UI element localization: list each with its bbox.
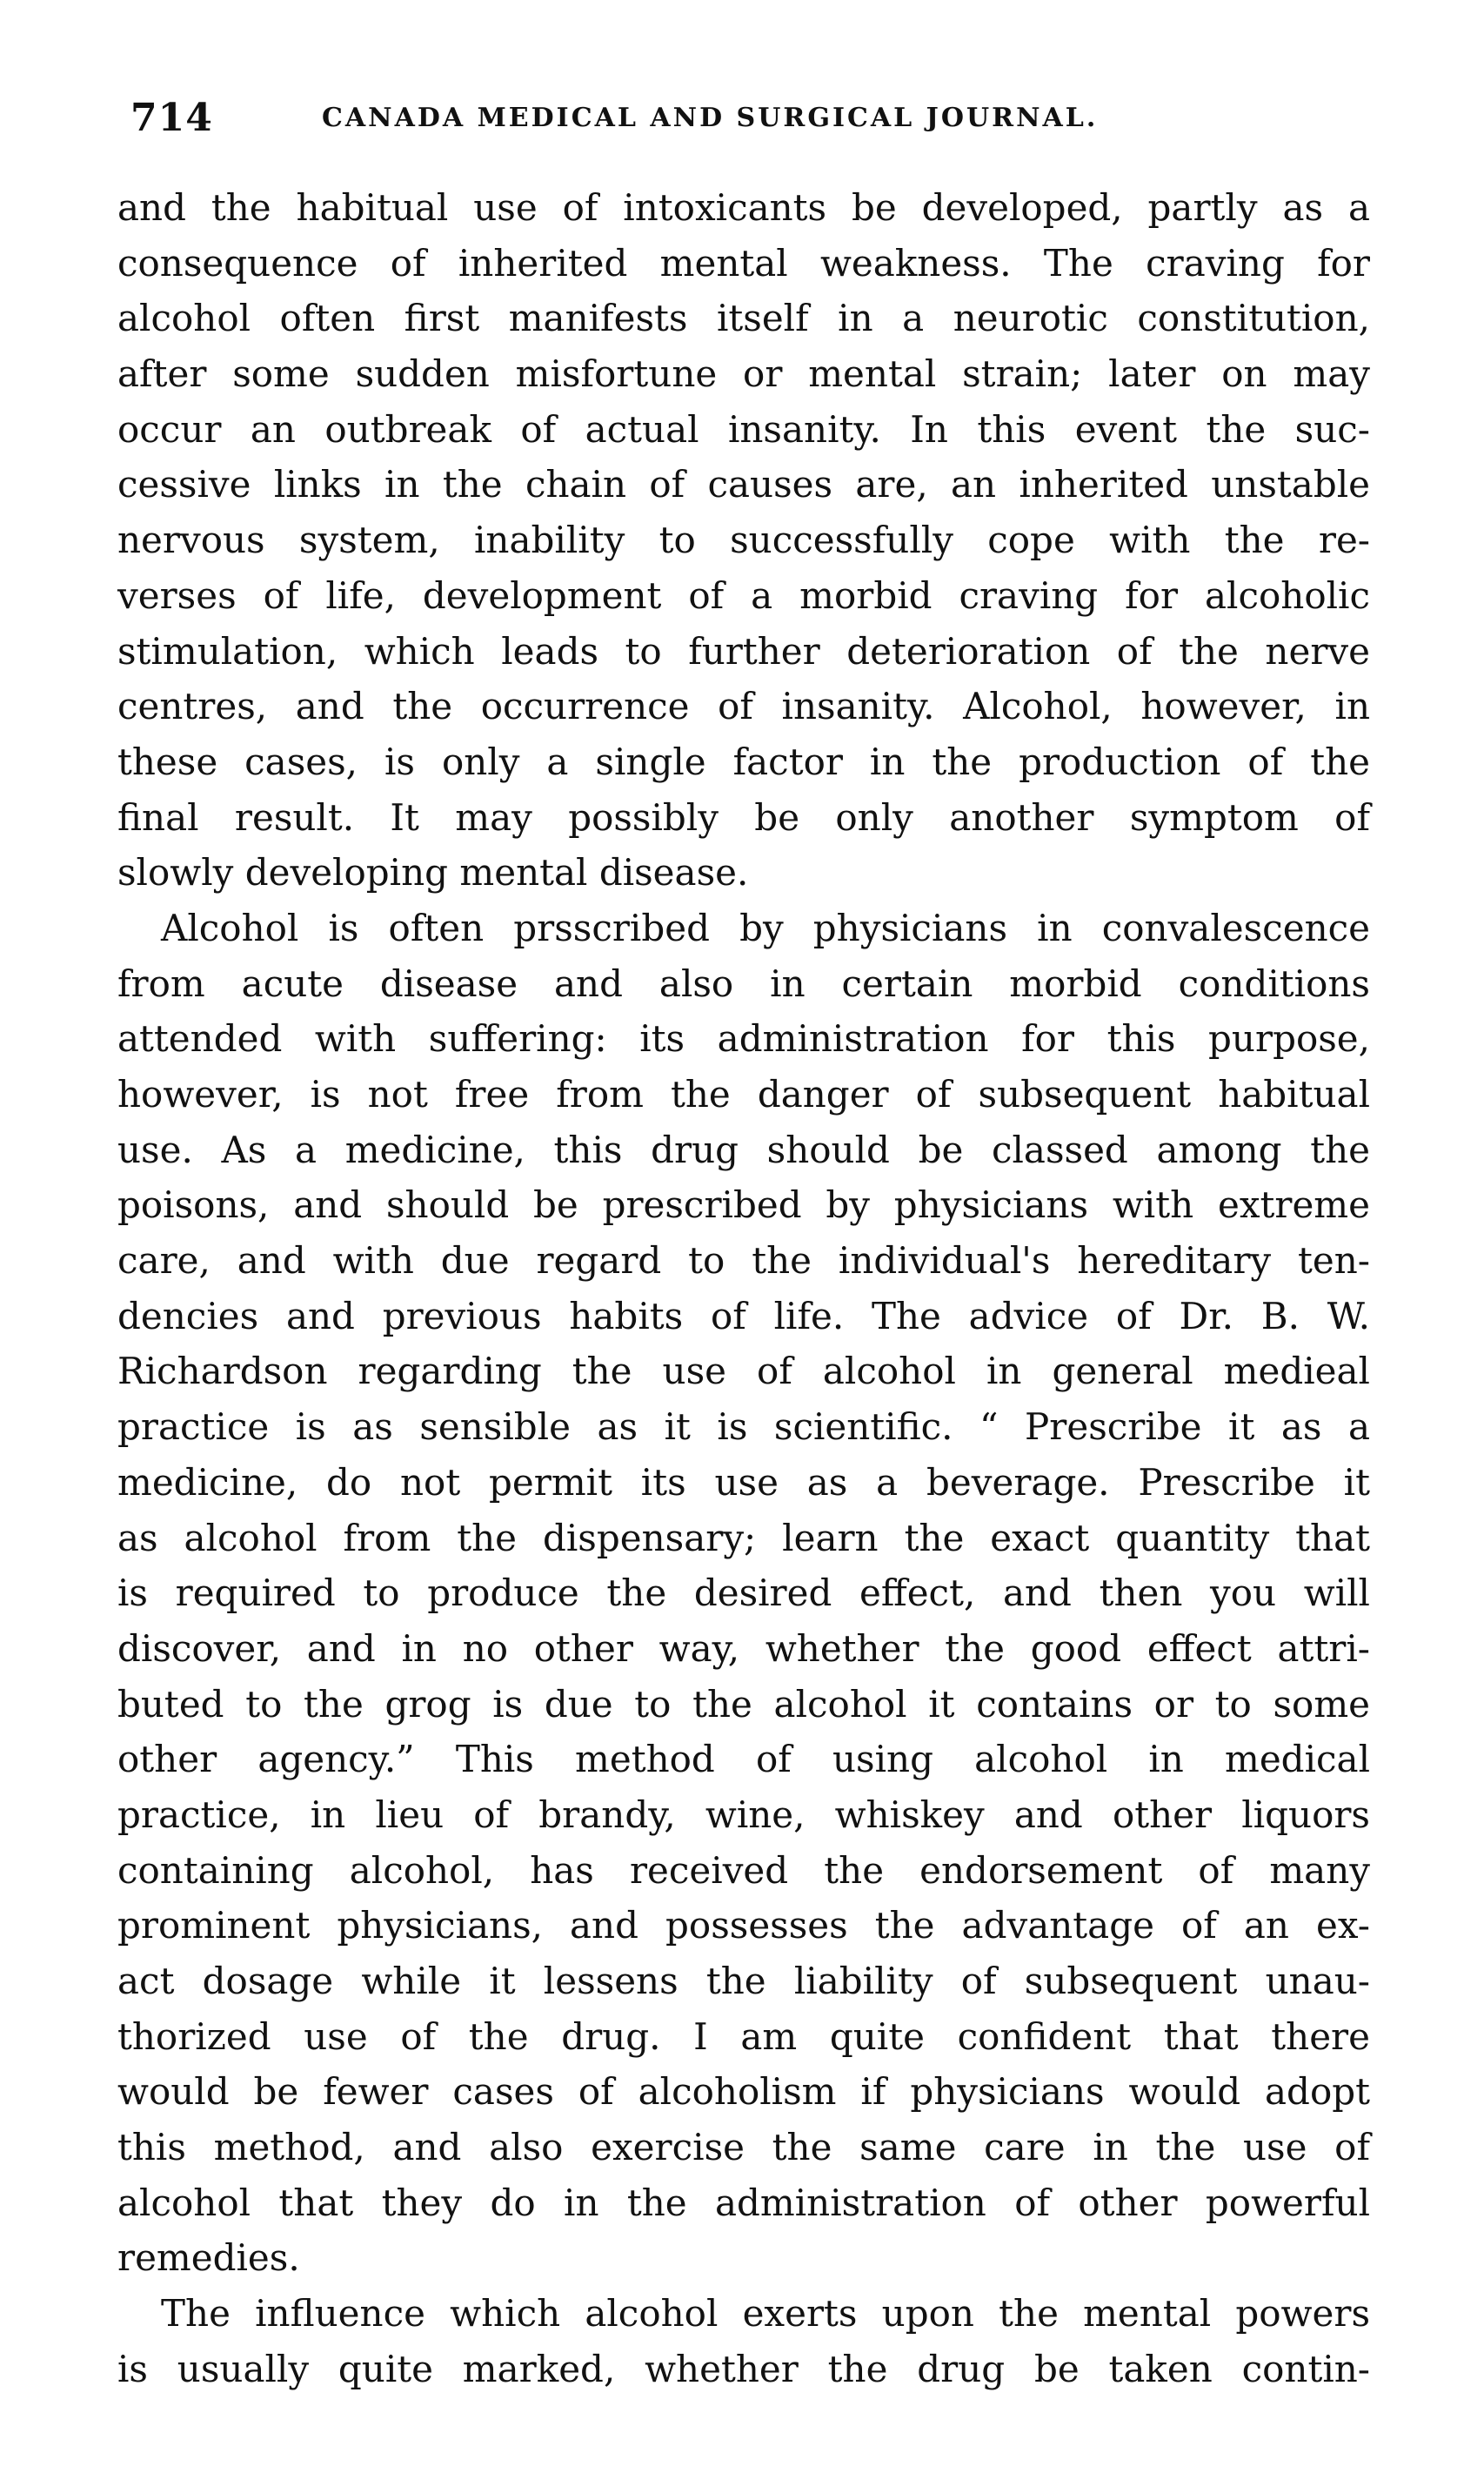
text-line: containing alcohol, has received the endorsement of many bbox=[117, 1848, 1370, 1892]
text-line: is required to produce the desired effect, and then you will bbox=[117, 1572, 1370, 1615]
text-line: however, is not free from the danger of subsequent habitual bbox=[117, 1073, 1370, 1116]
text-line: as alcohol from the dispensary; learn the exact quantity that bbox=[117, 1516, 1370, 1559]
text-line: other agency.” This method of using alcohol in medical bbox=[117, 1738, 1370, 1781]
text-line: act dosage while it lessens the liability of subsequent unau- bbox=[117, 1960, 1370, 2002]
running-head: CANADA MEDICAL AND SURGICAL JOURNAL. bbox=[322, 103, 1099, 133]
text-line: prominent physicians, and possesses the advantage of an ex- bbox=[117, 1904, 1370, 1947]
text-line: from acute disease and also in certain morbid conditions bbox=[117, 962, 1370, 1005]
text-line: centres, and the occurrence of insanity. Alcohol, however, in bbox=[117, 685, 1370, 728]
text-line: stimulation, which leads to further deterioration of the nerve bbox=[117, 629, 1370, 673]
text-line: practice, in lieu of brandy, wine, whiskey and other liquors bbox=[117, 1793, 1370, 1836]
paragraph-start-line: Alcohol is often prsscribed by physicians in convalescence bbox=[161, 906, 1370, 949]
paragraph-end-line: remedies. bbox=[117, 2236, 300, 2280]
text-line: nervous system, inability to successfully cope with the re- bbox=[117, 519, 1370, 562]
text-line: final result. It may possibly be only another symptom of bbox=[117, 795, 1370, 839]
text-line: and the habitual use of intoxicants be developed, partly as a bbox=[117, 186, 1370, 229]
text-line: discover, and in no other way, whether the good effect attri- bbox=[117, 1626, 1370, 1670]
text-line: this method, and also exercise the same care in the use of bbox=[117, 2126, 1370, 2169]
text-line: dencies and previous habits of life. The advice of Dr. B. W. bbox=[117, 1294, 1370, 1337]
text-line: Richardson regarding the use of alcohol in general medieal bbox=[117, 1350, 1370, 1393]
text-line: consequence of inherited mental weakness. The craving for bbox=[117, 241, 1370, 285]
text-line: practice is as sensible as it is scientific. “ Prescribe it as a bbox=[117, 1405, 1370, 1449]
text-line: poisons, and should be prescribed by physicians with extreme bbox=[117, 1183, 1370, 1227]
text-line: use. As a medicine, this drug should be classed among the bbox=[117, 1128, 1370, 1171]
page-header bbox=[130, 96, 1366, 148]
paragraph-start-line: The influence which alcohol exerts upon the mental powers bbox=[161, 2292, 1370, 2336]
text-line: verses of life, development of a morbid craving for alcoholic bbox=[117, 573, 1370, 617]
text-line: care, and with due regard to the individual's hereditary ten- bbox=[117, 1239, 1370, 1283]
text-line: these cases, is only a single factor in the production of the bbox=[117, 740, 1370, 783]
text-line: is usually quite marked, whether the drug be taken contin- bbox=[117, 2347, 1370, 2390]
text-line: would be fewer cases of alcoholism if physicians would adopt bbox=[117, 2070, 1370, 2114]
text-line: medicine, do not permit its use as a beverage. Prescribe it bbox=[117, 1460, 1370, 1504]
text-line: buted to the grog is due to the alcohol it contains or to some bbox=[117, 1682, 1370, 1726]
text-line: alcohol often first manifests itself in a neurotic constitution, bbox=[117, 297, 1370, 340]
text-line: alcohol that they do in the administration of other powerful bbox=[117, 2181, 1370, 2224]
body-text bbox=[117, 180, 1370, 2397]
text-line: occur an outbreak of actual insanity. In this event the suc- bbox=[117, 407, 1370, 451]
text-line: thorized use of the drug. I am quite confident that there bbox=[117, 2014, 1370, 2058]
paragraph-end-line: slowly developing mental disease. bbox=[117, 851, 749, 895]
text-line: attended with suffering: its administration for this purpose, bbox=[117, 1017, 1370, 1061]
text-line: cessive links in the chain of causes are, an inherited unstable bbox=[117, 463, 1370, 506]
text-line: after some sudden misfortune or mental strain; later on may bbox=[117, 352, 1370, 396]
page-number: 714 bbox=[130, 96, 213, 140]
